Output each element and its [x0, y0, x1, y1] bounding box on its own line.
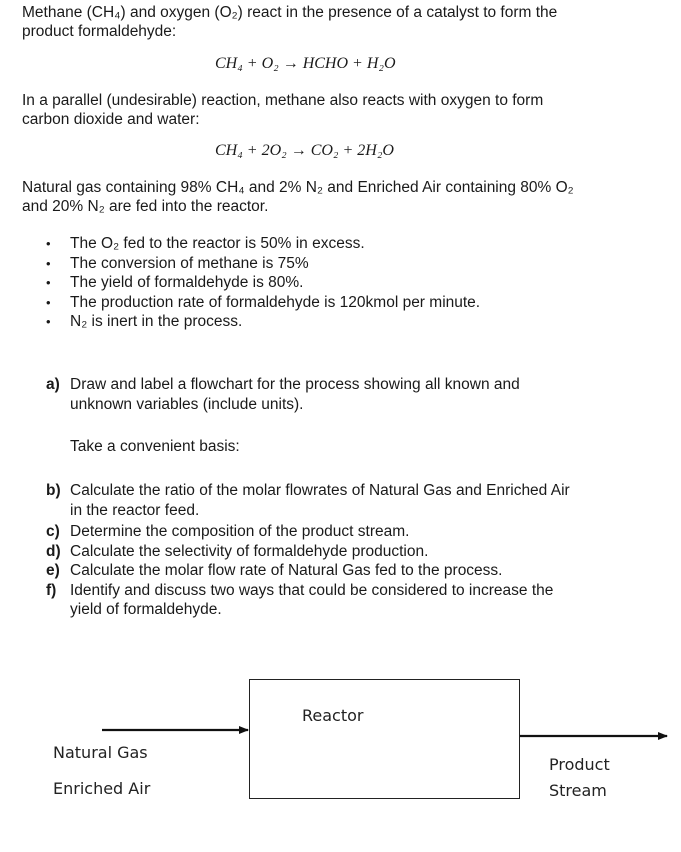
question-label: f) — [46, 581, 57, 599]
question-text-line: Determine the composition of the product stream. — [70, 523, 410, 540]
bullet-icon: • — [46, 255, 51, 271]
inlet-label-enriched-air: Enriched Air — [53, 779, 151, 798]
questions-list — [46, 481, 600, 620]
question-label: d) — [46, 542, 61, 560]
question-label: a) — [46, 376, 60, 393]
list-item — [46, 273, 480, 293]
question-label: e) — [46, 562, 60, 579]
outlet-label-stream: Stream — [549, 781, 607, 800]
question-label: c) — [46, 523, 60, 540]
conditions-list — [46, 234, 480, 332]
question-text-line: unknown variables (include units). — [70, 395, 304, 413]
question-text-line: Identify and discuss two ways that could be considered to increase the — [70, 581, 554, 599]
list-item — [46, 293, 480, 313]
question-text-line: in the reactor feed. — [70, 501, 200, 519]
feed-line-1: Natural gas containing 98% CH₄ and 2% N₂ and Enriched Air containing 80% O₂ — [22, 179, 574, 196]
question-item — [46, 581, 600, 620]
question-text-line: Calculate the selectivity of formaldehyde production. — [70, 542, 429, 560]
list-item — [46, 312, 480, 332]
bullet-text: The yield of formaldehyde is 80%. — [70, 274, 304, 292]
list-item — [46, 254, 480, 274]
question-text-line: Draw and label a flowchart for the process showing all known and — [70, 376, 520, 393]
process-flowchart — [0, 670, 681, 820]
question-text-line: Calculate the ratio of the molar flowrates of Natural Gas and Enriched Air — [70, 482, 570, 499]
parallel-line-1: In a parallel (undesirable) reaction, methane also reacts with oxygen to form — [22, 92, 544, 109]
reaction-equation-2: CH₄ + 2O₂ → CO₂ + 2H₂O — [215, 142, 394, 159]
question-item — [46, 522, 600, 542]
question-item — [46, 481, 600, 520]
bullet-icon: • — [46, 236, 51, 251]
bullet-icon: • — [46, 294, 51, 310]
bullet-text: The conversion of methane is 75% — [70, 254, 309, 272]
question-text-line: Calculate the molar flow rate of Natural Gas fed to the process. — [70, 562, 503, 579]
question-a — [46, 375, 600, 414]
list-item — [46, 234, 480, 254]
bullet-text: The O₂ fed to the reactor is 50% in excess. — [70, 235, 365, 252]
feed-paragraph — [22, 178, 662, 216]
outlet-label-product: Product — [549, 755, 610, 774]
reaction-equation-1: CH₄ + O₂ → HCHO + H₂O — [215, 55, 396, 72]
inlet-label-natural-gas: Natural Gas — [53, 743, 148, 762]
bullet-icon: • — [46, 275, 51, 291]
intro-line-2: product formaldehyde: — [22, 23, 177, 40]
basis-note: Take a convenient basis: — [70, 438, 240, 455]
question-item — [46, 542, 600, 562]
bullet-text: N₂ is inert in the process. — [70, 313, 243, 331]
question-label: b) — [46, 482, 61, 499]
feed-line-2: and 20% N₂ are fed into the reactor. — [22, 198, 269, 215]
reactor-box — [250, 680, 520, 799]
reactor-label: Reactor — [302, 706, 364, 725]
question-text-line: yield of formaldehyde. — [70, 601, 222, 618]
bullet-text: The production rate of formaldehyde is 120kmol per minute. — [70, 293, 481, 311]
parallel-line-2: carbon dioxide and water: — [22, 111, 200, 128]
question-item — [46, 561, 600, 581]
intro-line-1: Methane (CH₄) and oxygen (O₂) react in the presence of a catalyst to form the — [22, 4, 558, 21]
intro-paragraph — [22, 3, 662, 41]
parallel-reaction-paragraph — [22, 91, 662, 129]
bullet-icon: • — [46, 314, 51, 330]
